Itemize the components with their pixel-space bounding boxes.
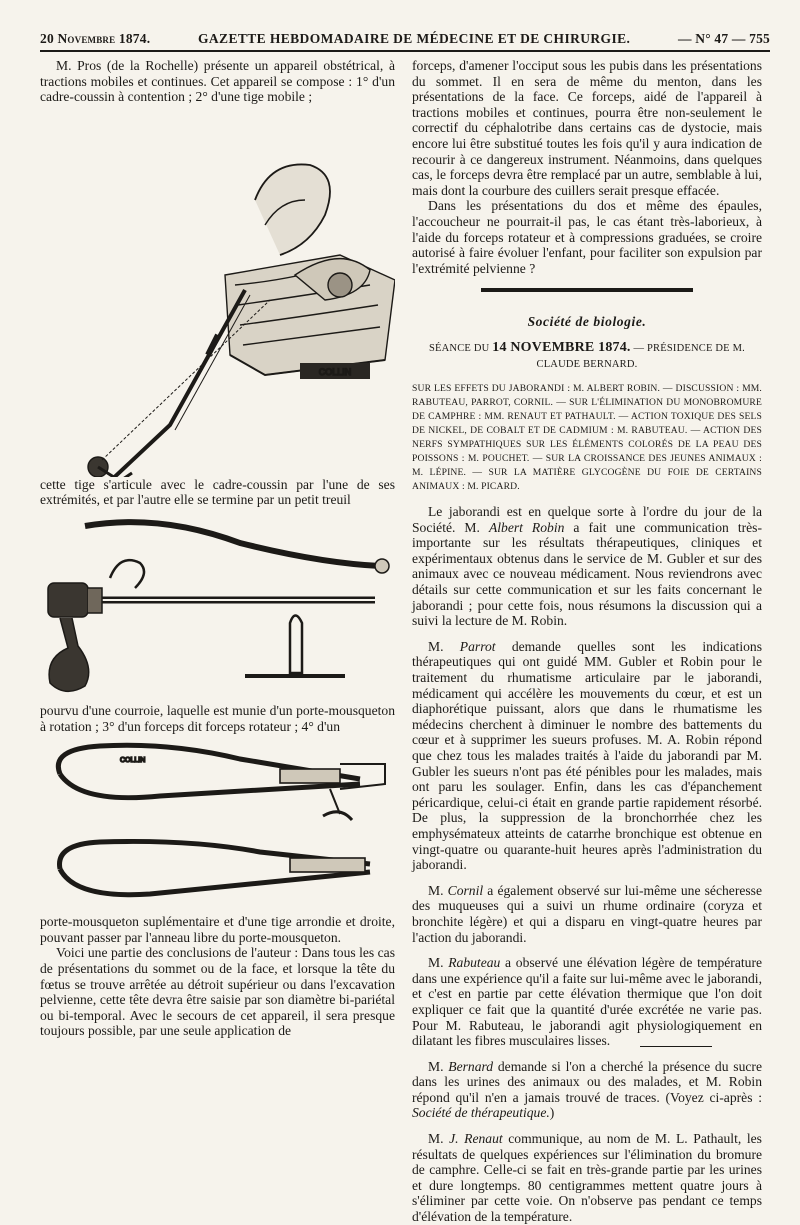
left-column [40, 58, 395, 1039]
seance-line [412, 340, 762, 372]
apparatus-illustration [40, 105, 395, 477]
name-j-renaut: J. Renaut [449, 1131, 503, 1147]
seance-summary: SUR LES EFFETS DU JABORANDI : M. ALBERT ROBIN. — DISCUSSION : MM. RABUTEAU, PARROT, CORNIL. — SUR L'ÉLIMINATION DU MONOBROMURE DE CAMPHRE : MM. RENAUT ET PATHAULT. — ACTION TOXIQUE DES SELS DE NICKEL, DE COBALT ET DE CADMIUM : M. RABUTEAU. — ACTION DES NERFS SYMPATHIQUES SUR LES ÉLÉMENTS COLORÉS DE LA PEAU DES POISSONS : M. POUCHET. — SUR LA CROISSANCE DES JEUNES ANIMAUX : M. LÉPINE. — SUR LA MATIÈRE GLYCOGÈNE DU FOIE DE CERTAINS ANIMAUX : M. PICARD. [412, 383, 762, 493]
left-para-strap: pourvu d'une courroie, laquelle est munie d'un porte-mousqueton à rotation ; 3° d'un forceps dit forceps rotateur ; 4° d'un [40, 702, 395, 734]
seance-presidence: — PRÉSIDENCE DE M. CLAUDE BERNARD. [536, 342, 745, 370]
para-cornil-rest: a également observé sur lui-même une sécheresse des muqueuses qui a suivi un rhume ordinaire (coryza et bronchite légère) et qui a disparu en vingt-quatre heures par l'action du jaborandi. [412, 882, 762, 945]
para-jaborandi-rest: a fait une communication très-importante sur les résultats thérapeutiques, cliniques et expérimentaux obtenus dans le service de M. Gubler et sur des animaux avec ce nouveau médicament. Nous reviendrons avec détails sur cette communication et sur les faits concernant le jaborandi ; pour cette fois, nous résumons la discussion qui a suivi la lecture de M. Robin. [412, 519, 762, 629]
para-rabuteau-m: M. [428, 955, 444, 971]
para-cornil [412, 883, 762, 945]
forceps-pair-illustration [40, 734, 395, 914]
figure-obstetrical-apparatus [40, 105, 395, 477]
fig4-maker-label: COLLIN [120, 757, 146, 765]
right-column [412, 58, 762, 1225]
para-parrot [412, 639, 762, 873]
para-bernard-close: ) [549, 1105, 555, 1121]
para-bernard [412, 1059, 762, 1121]
right-para-presentations: Dans les présentations du dos et même des épaules, l'accoucheur ne pourrait-il pas, le cas étant très-laborieux, à l'aide du forceps rotateur et à compressions graduées, se croire autorisé à faire évoluer l'enfant, pour faciliter son expulsion par l'extrémité pelvienne ? [412, 198, 762, 276]
left-para-mousqueton: porte-mousqueton suplémentaire et d'une tige arrondie et droite, pouvant passer par l'anneau libre du porte-mousqueton. [40, 914, 395, 945]
para-bernard-rest: demande si l'on a cherché la présence du sucre dans les urines des animaux ou des malades, et M. Robin répond qu'il n'en a jamais trouvé de traces. (Voyez ci-après : [412, 1058, 762, 1105]
para-renaut [412, 1131, 762, 1225]
fig1-maker-label: COLLIN [318, 366, 352, 377]
header-issue-page: — N° 47 — 755 [677, 31, 770, 46]
running-header [40, 25, 770, 47]
right-para-forceps: forceps, d'amener l'occiput sous les pubis dans les présentations du sommet. Il en sera de même du menton, dans les présentations de la face. Ce forceps, aidé de l'appareil à tractions mobiles et continues, pourra être non-seulement le correctif du céphalotribe dans certains cas de dystocie, mais encore lui être substitué toutes les fois qu'il y aura indication de recourir à ce dangereux instrument. Néanmoins, dans quelques cas, le forceps devra être remplacé par un autre, semblable à lui, mais dont la courbure des cuillers serait presque effacée. [412, 58, 762, 198]
forceps-and-winch-illustration [40, 508, 395, 703]
figure-forceps-pair [40, 734, 395, 914]
left-para-intro: M. Pros (de la Rochelle) présente un appareil obstétrical, à tractions mobiles et continues. Cet appareil se compose : 1° d'un cadre-coussin à contention ; 2° d'une tige mobile ; [40, 58, 395, 105]
para-jaborandi-start: Le jaborandi est en quelque sorte à l'ordre du jour de la Société. M. [412, 504, 762, 535]
para-bernard-m: M. [428, 1058, 444, 1074]
para-jaborandi [412, 504, 762, 629]
para-cornil-m: M. [428, 882, 444, 898]
name-albert-robin: Albert Robin [488, 519, 565, 535]
name-cornil: Cornil [447, 882, 484, 898]
end-rule [640, 1046, 712, 1047]
name-parrot: Parrot [459, 638, 496, 654]
figure-rotator-forceps [40, 508, 395, 703]
name-bernard: Bernard [448, 1058, 494, 1074]
left-para-conclusions: Voici une partie des conclusions de l'auteur : Dans tous les cas de présentations du sommet ou de la face, et lorsque la tête du fœtus se trouve arrêtée au détroit supérieur ou dans l'excavation pelvienne, cette tête devra être saisie par son diamètre bi-pariétal ou bi-temporal. Avec le secours de cet appareil, il sera presque toujours possible, par une seule application de [40, 945, 395, 1039]
section-separator [481, 288, 693, 292]
para-parrot-m: M. [428, 638, 444, 654]
header-rule [40, 50, 770, 52]
header-date: 20 Novembre 1874. [40, 31, 151, 46]
para-rabuteau [412, 955, 762, 1049]
seance-prefix: SÉANCE DU [429, 342, 490, 354]
seance-date: 14 NOVEMBRE 1874. [492, 339, 631, 355]
ref-societe-therapeutique: Société de thérapeutique. [412, 1105, 550, 1121]
header-journal-title: GAZETTE HEBDOMADAIRE DE MÉDECINE ET DE CHIRURGIE. [197, 31, 631, 46]
para-rabuteau-rest: a observé une élévation légère de température dans une expérience qu'il a faite sur lui-même avec le jaborandi, et c'est en partie par cette élévation thermique que l'on doit expliquer ce fait que la quantité d'urée excrétée ne varie pas. Pour M. Rabuteau, le jaborandi agit physiologiquement en dilatant les fibres musculaires lisses. [412, 955, 762, 1049]
para-renaut-rest: communique, au nom de M. L. Pathault, les résultats de quelques expériences sur l'élimination du bromure de camphre. Celle-ci se fait en très-grande partie par les urines et dure longtemps. 80 centigrammes mettent quatre jours à s'éliminer par cette voie. On n'observe pas pendant ce temps d'élévation de la température. [412, 1131, 762, 1225]
para-parrot-rest: demande quelles sont les indications thérapeutiques qui ont guidé MM. Gubler et Robin pour le traitement du rhumatisme articulaire par le jaborandi, médicament qui accélère les mouvements du cœur, et est un diaphorétique puissant, alors que dans le rhumatisme les médecins cherchent à diminuer le nombre des battements du cœur et à supprimer les sueurs profuses. M. A. Robin répond que chez tous les malades traités à l'aide du jaborandi par M. Gubler les sueurs n'ont pas été pénibles pour les malades, mais ont paru les soulager. Enfin, dans les cas d'épanchement péricardique, celui-ci était en grande partie rapidement résorbé. De plus, la suppression de la bronchorrhée chez les emphysémateux atteints de catarrhe bronchique est obtenue en vingt-quatre ou quarante-huit heures après l'administration du jaborandi. [412, 638, 762, 873]
section-title-societe-biologie: Société de biologie. [527, 314, 647, 330]
para-renaut-m: M. [428, 1131, 444, 1147]
left-para-rod: cette tige s'articule avec le cadre-coussin par l'une de ses extrémités, et par l'autre elle se termine par un petit treuil [40, 476, 395, 508]
name-rabuteau: Rabuteau [448, 955, 501, 971]
